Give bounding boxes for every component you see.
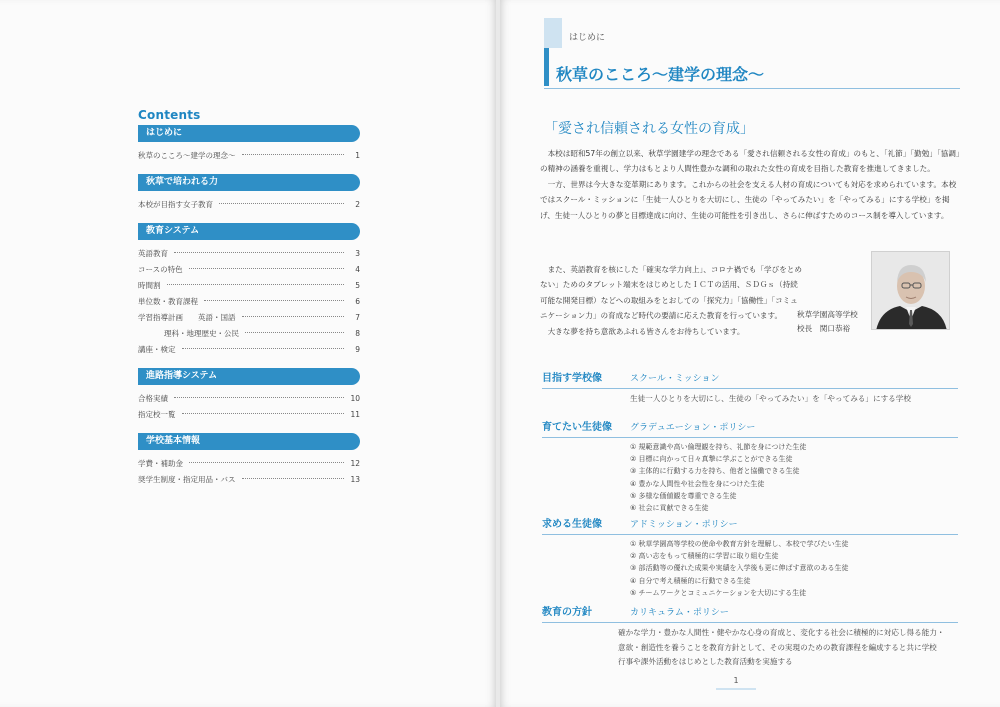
slogan: 「愛され信頼される女性の育成」 xyxy=(544,121,754,137)
toc-leader xyxy=(167,284,345,285)
policy-line: ③ 部活動等の優れた成果や実績を入学後も更に伸ばす意欲のある生徒 xyxy=(630,564,849,573)
section-tab-decoration xyxy=(544,18,562,48)
principal-name: 校長 関口恭裕 xyxy=(797,324,851,333)
title-accent-bar xyxy=(544,48,549,86)
toc-section-hajimeni: はじめに xyxy=(138,125,360,142)
intro-text-bottom xyxy=(540,262,802,339)
policy-line: ⑤ チームワークとコミュニケーションを大切にする生徒 xyxy=(630,588,807,597)
toc-entry[interactable]: 指定校一覧 11 xyxy=(138,410,360,419)
toc-entry[interactable]: 単位数・教育課程 6 xyxy=(138,297,360,306)
toc-leader xyxy=(174,252,344,253)
toc-leader xyxy=(189,268,344,269)
policy-line: ③ 主体的に行動する力を持ち、他者と協働できる生徒 xyxy=(630,467,800,476)
principal-photo xyxy=(871,251,950,330)
toc-entry[interactable]: 理科・地理歴史・公民 8 xyxy=(164,329,360,338)
policy-line: 生徒一人ひとりを大切にし、生徒の「やってみたい」を「やってみる」にする学校 xyxy=(630,394,911,403)
page-number-underline xyxy=(716,688,756,690)
toc-entry[interactable]: 学費・補助金 12 xyxy=(138,459,360,468)
toc-entry[interactable]: 奨学生制度・指定用品・バス 13 xyxy=(138,475,360,484)
policy-school-mission xyxy=(542,369,958,407)
table-of-contents xyxy=(138,108,360,488)
page-title: 秋草のこころ〜建学の理念〜 xyxy=(556,65,765,84)
intro-paragraph: 大きな夢を持ち意欲あふれる皆さんをお待ちしています。 xyxy=(547,326,745,336)
toc-leader xyxy=(182,348,345,349)
policy-line: ① 規範意識や高い倫理観を持ち、礼節を身につけた生徒 xyxy=(630,443,807,451)
section-label: はじめに xyxy=(569,33,606,43)
intro-text-top xyxy=(540,146,960,223)
right-page xyxy=(500,0,1000,707)
toc-section-kihon-joho: 学校基本情報 xyxy=(138,433,360,450)
policy-label: 求める生徒像 xyxy=(542,519,602,530)
policy-subtitle: スクール・ミッション xyxy=(630,374,720,384)
policy-line: ② 目標に向かって日々真摯に学ぶことができる生徒 xyxy=(630,455,793,464)
toc-entry[interactable]: 学習指導計画 英語・国語 7 xyxy=(138,313,360,322)
toc-section-chikara: 秋草で培われる力 xyxy=(138,174,360,191)
principal-portrait-icon xyxy=(872,252,950,330)
toc-section-shinro: 進路指導システム xyxy=(138,368,360,385)
policy-line: ④ 豊かな人間性や社会性を身につけた生徒 xyxy=(630,479,765,488)
intro-paragraph: 本校は昭和57年の創立以来、秋草学園建学の理念である「愛され信頼される女性の育成」のもと、「礼節」「勤勉」「協調」の精神の涵養を重視し、学力はもとより人間性豊かな調和の取れた女性の育成を目指した教育を推進してきました。 xyxy=(540,149,960,174)
policy-line: 確かな学力・豊かな人間性・健やかな心身の育成と、変化する社会に積極的に対応し得る能力・ xyxy=(618,628,945,637)
policy-label: 目指す学校像 xyxy=(542,373,602,384)
policy-subtitle: カリキュラム・ポリシー xyxy=(630,608,729,618)
toc-leader xyxy=(242,154,345,155)
policy-line: ② 高い志をもって積極的に学習に取り組む生徒 xyxy=(630,552,779,561)
toc-leader xyxy=(182,413,345,414)
toc-leader xyxy=(204,300,344,301)
left-page xyxy=(0,0,496,707)
policy-line: ⑥ 社会に貢献できる生徒 xyxy=(630,504,709,513)
page-number: 1 xyxy=(733,676,739,685)
toc-leader xyxy=(189,462,344,463)
toc-entry[interactable]: 時間割 5 xyxy=(138,281,360,290)
policy-line: ① 秋草学園高等学校の使命や教育方針を理解し、本校で学びたい生徒 xyxy=(630,540,849,548)
policy-line: ④ 自分で考え積極的に行動できる生徒 xyxy=(630,576,751,585)
policy-line: 行事や課外活動をはじめとした教育活動を実施する xyxy=(618,657,793,666)
toc-leader xyxy=(219,203,344,204)
toc-section-kyoiku-system: 教育システム xyxy=(138,223,360,240)
toc-entry[interactable]: 秋草のこころ〜建学の理念〜 1 xyxy=(138,151,360,160)
policy-admission xyxy=(542,515,958,599)
toc-leader xyxy=(174,397,344,398)
title-divider xyxy=(544,88,960,89)
toc-entry[interactable]: 合格実績 10 xyxy=(138,394,360,403)
toc-leader xyxy=(242,316,345,317)
policy-line: 意欲・創造性を養うことを教育方針として、その実現のための教育課程を編成すると共に学校 xyxy=(618,642,937,652)
intro-paragraph: また、英語教育を核にした「確実な学力向上」、コロナ禍でも「学びをとめない」ためのタブレット端末をはじめとしたＩＣＴの活用、ＳＤＧｓ（持続可能な開発目標）などへの取組みをとおしての「探究力」「協働性」「コミュニケーション力」の育成など時代の要請に応えた教育を行っています。 xyxy=(540,265,802,321)
policy-subtitle: グラデュエーション・ポリシー xyxy=(630,423,756,433)
policy-graduation xyxy=(542,418,958,514)
policy-label: 育てたい生徒像 xyxy=(542,422,612,433)
principal-school: 秋草学園高等学校 xyxy=(797,310,858,319)
policy-subtitle: アドミッション・ポリシー xyxy=(630,520,738,530)
policy-curriculum xyxy=(542,603,958,670)
toc-entry[interactable]: 本校が目指す女子教育 2 xyxy=(138,200,360,209)
toc-leader xyxy=(245,332,344,333)
toc-entry[interactable]: 講座・検定 9 xyxy=(138,345,360,354)
contents-title: Contents xyxy=(138,108,201,122)
toc-entry[interactable]: コースの特色 4 xyxy=(138,265,360,274)
toc-leader xyxy=(242,478,345,479)
intro-paragraph: 一方、世界は今大きな変革期にあります。これからの社会を支える人材の育成についても対応を求められています。本校ではスクール・ミッションに「生徒一人ひとりを大切にし、生徒の「やってみたい」を「やってみる」にする学校」を掲げ、生徒一人ひとりの夢と目標達成に向け、生徒の可能性を引き出し、さらに伸ばすためのコース制を導入しています。 xyxy=(540,179,957,220)
toc-entry[interactable]: 英語教育 3 xyxy=(138,249,360,258)
policy-label: 教育の方針 xyxy=(542,607,592,618)
policy-line: ⑤ 多様な価値観を尊重できる生徒 xyxy=(630,491,737,500)
